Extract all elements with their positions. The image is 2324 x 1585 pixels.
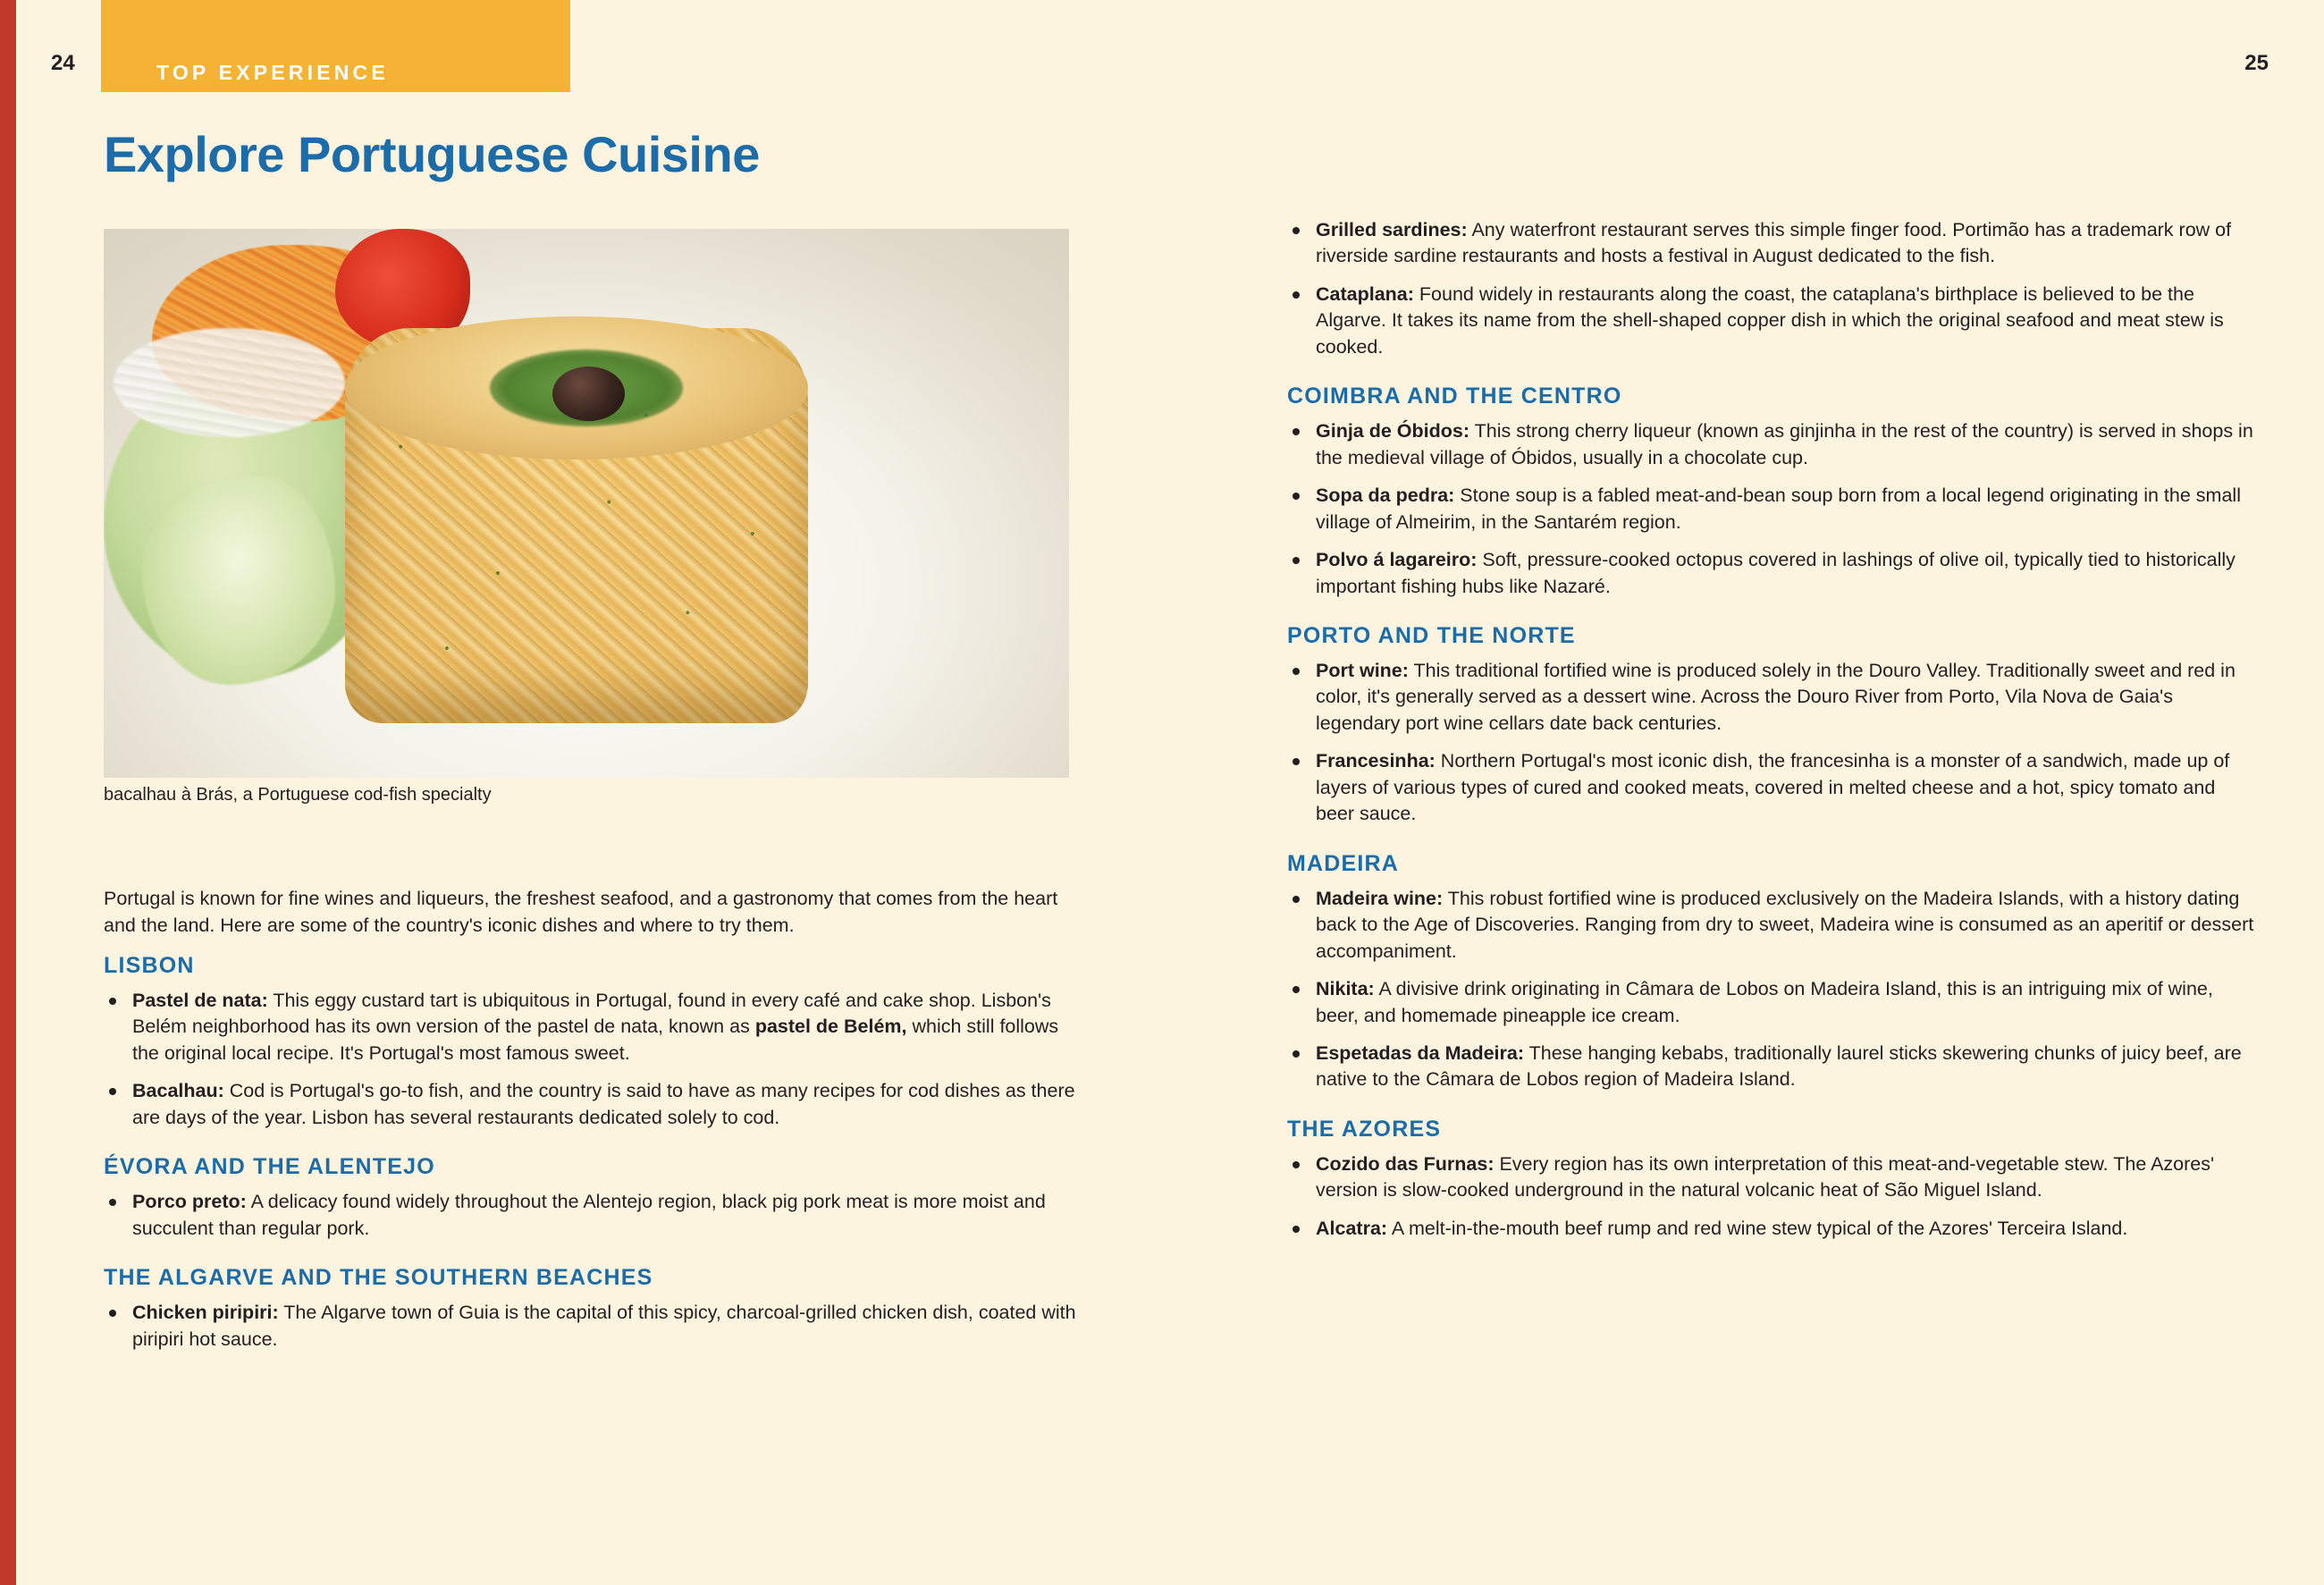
dish-description: Soft, pressure-cooked octopus covered in lashings of olive oil, typically tied to historically important fishing hubs like Nazaré. [1316, 549, 2236, 597]
list-item [104, 988, 1078, 1067]
dish-name: Alcatra: [1316, 1217, 1388, 1239]
dish-description: Cod is Portugal's go-to fish, and the country is said to have as many recipes for cod dishes as there are days of the year. Lisbon has several restaurants dedicated solely to cod. [132, 1080, 1075, 1128]
photo-caption: bacalhau à Brás, a Portuguese cod-fish specialty [104, 785, 492, 805]
dish-name: Polvo á lagareiro: [1316, 549, 1478, 571]
dish-name: Espetadas da Madeira: [1316, 1041, 1525, 1064]
list-item [1287, 886, 2257, 965]
section-heading: COIMBRA AND THE CENTRO [1287, 384, 1622, 409]
section-heading: MADEIRA [1287, 850, 1400, 876]
dish-description: Found widely in restaurants along the coast, the cataplana's birthplace is believed to be the Algarve. It takes its name from the shell-shaped copper dish in which the original seafood and meat stew is cooked. [1316, 282, 2224, 358]
dish-description-part: which still follows the original local recipe. It's Portugal's most famous sweet. [132, 1016, 1059, 1064]
lettuce-shape-secondary [142, 476, 335, 684]
right-column [1287, 217, 2257, 1253]
dish-description: A divisive drink originating in Câmara de Lobos on Madeira Island, this is an intriguing mix of wine, beer, and homemade pineapple ice cream. [1316, 978, 2213, 1026]
dish-name: Grilled sardines: [1316, 219, 1468, 240]
dish-name: Chicken piripiri: [132, 1302, 279, 1324]
list-item [1287, 217, 2257, 270]
bullet-icon [109, 998, 116, 1005]
dish-list [1287, 418, 2257, 600]
dish-name: Port wine: [1316, 659, 1409, 681]
bullet-icon [1293, 428, 1300, 435]
dish-list [1287, 217, 2257, 360]
dish-description-part: This eggy custard tart is ubiquitous in Portugal, found in every café and cake shop. Lisbon's Belém neighborhood has its own version of the pastel de nata, known as [132, 990, 1051, 1038]
dish-list [104, 1300, 1078, 1353]
dish-name: Madeira wine: [1316, 887, 1444, 909]
section-heading: ÉVORA AND THE ALENTEJO [104, 1154, 435, 1180]
left-column [104, 930, 1078, 1364]
bullet-icon [1293, 291, 1300, 299]
page-title: Explore Portuguese Cuisine [104, 126, 760, 182]
list-item [1287, 1041, 2257, 1093]
dish-name: Cataplana: [1316, 282, 1414, 305]
bullet-icon [1293, 758, 1300, 765]
bullet-icon [109, 1088, 116, 1095]
onion-shape [114, 328, 345, 438]
dish-photo [104, 229, 1069, 778]
bullet-icon [1293, 986, 1300, 993]
list-item [1287, 976, 2257, 1029]
dish-description: Stone soup is a fabled meat-and-bean soup born from a local legend originating in the small village of Almeirim, in the Santarém region. [1316, 485, 2241, 533]
dish-description: This traditional fortified wine is produced solely in the Douro Valley. Traditionally sweet and red in color, it's generally served as a dessert wine. Across the Douro River from Porto, Vila Nova de Gaia's legendary port wine cellars date back centuries. [1316, 659, 2236, 734]
dish-list [104, 1189, 1078, 1242]
dish-description: The Algarve town of Guia is the capital of this spicy, charcoal-grilled chicken dish, coated with piripiri hot sauce. [132, 1302, 1076, 1350]
bullet-icon [1293, 557, 1300, 564]
dish-photo-image [104, 229, 1069, 778]
dish-name: Pastel de nata: [132, 990, 268, 1011]
dish-list [1287, 886, 2257, 1093]
intro-paragraph: Portugal is known for fine wines and liqueurs, the freshest seafood, and a gastronomy that comes from the heart and the land. Here are some of the country's iconic dishes and where to try them. [104, 887, 1058, 937]
dish-list [1287, 658, 2257, 828]
list-item [1287, 547, 2257, 600]
olive-shape [552, 367, 625, 421]
section-heading: LISBON [104, 953, 195, 978]
spine-margin [16, 0, 88, 1585]
list-item [104, 1189, 1078, 1242]
spine-stripe [0, 0, 16, 1585]
section-heading: THE AZORES [1287, 1116, 1442, 1142]
bullet-icon [1293, 493, 1300, 500]
dish-description: A delicacy found widely throughout the Alentejo region, black pig pork meat is more moist and succulent than regular pork. [132, 1191, 1046, 1239]
dish-name: Sopa da pedra: [1316, 485, 1455, 507]
dish-description: Northern Portugal's most iconic dish, the francesinha is a monster of a sandwich, made up of layers of various types of cured and cooked meats, covered in melted cheese and a hot, spicy tomato and beer sauce. [1316, 750, 2230, 825]
page-number-left: 24 [51, 51, 75, 75]
dish-list [1287, 1151, 2257, 1242]
dish-name: Porco preto: [132, 1191, 247, 1213]
bullet-icon [1293, 1161, 1300, 1168]
list-item [1287, 282, 2257, 360]
dish-name: Nikita: [1316, 978, 1375, 1000]
dish-name: Bacalhau: [132, 1080, 224, 1102]
dish-list [104, 988, 1078, 1131]
top-experience-label: TOP EXPERIENCE [156, 61, 389, 84]
dish-emphasis: pastel de Belém, [754, 1016, 907, 1038]
list-item [1287, 748, 2257, 827]
dish-description: These hanging kebabs, traditionally laurel sticks skewering chunks of juicy beef, are native to the Câmara de Lobos region of Madeira Island. [1316, 1041, 2242, 1091]
bullet-icon [1293, 1226, 1300, 1233]
bullet-icon [1293, 1050, 1300, 1058]
list-item [104, 1300, 1078, 1353]
dish-name: Cozido das Furnas: [1316, 1152, 1495, 1175]
dish-description: This strong cherry liqueur (known as ginjinha in the rest of the country) is served in shops in the medieval village of Óbidos, usually in a chocolate cup. [1316, 420, 2253, 468]
bullet-icon [109, 1310, 116, 1317]
dish-name: Ginja de Óbidos: [1316, 420, 1470, 443]
section-heading: THE ALGARVE AND THE SOUTHERN BEACHES [104, 1265, 653, 1291]
list-item [1287, 1216, 2257, 1242]
dish-description: Every region has its own interpretation of this meat-and-vegetable stew. The Azores' version is slow-cooked underground in the natural volcanic heat of São Miguel Island. [1316, 1152, 2215, 1201]
list-item [1287, 1151, 2257, 1204]
dish-description: This robust fortified wine is produced exclusively on the Madeira Islands, with a history dating back to the Age of Discoveries. Ranging from dry to sweet, Madeira wine is consumed as an aperitif or dessert accompaniment. [1316, 887, 2254, 962]
bullet-icon [109, 1199, 116, 1206]
bullet-icon [1293, 227, 1300, 234]
page-number-right: 25 [2244, 51, 2269, 75]
bullet-icon [1293, 896, 1300, 903]
list-item [1287, 658, 2257, 737]
list-item [1287, 483, 2257, 535]
bullet-icon [1293, 668, 1300, 675]
dish-name: Francesinha: [1316, 750, 1436, 772]
list-item [1287, 418, 2257, 471]
section-heading: PORTO AND THE NORTE [1287, 622, 1576, 648]
list-item [104, 1078, 1078, 1131]
dish-description: Any waterfront restaurant serves this simple finger food. Portimão has a trademark row of riverside sardine restaurants and hosts a festival in August dedicated to the fish. [1316, 219, 2232, 267]
dish-description: A melt-in-the-mouth beef rump and red wine stew typical of the Azores' Terceira Island. [1387, 1217, 2128, 1239]
